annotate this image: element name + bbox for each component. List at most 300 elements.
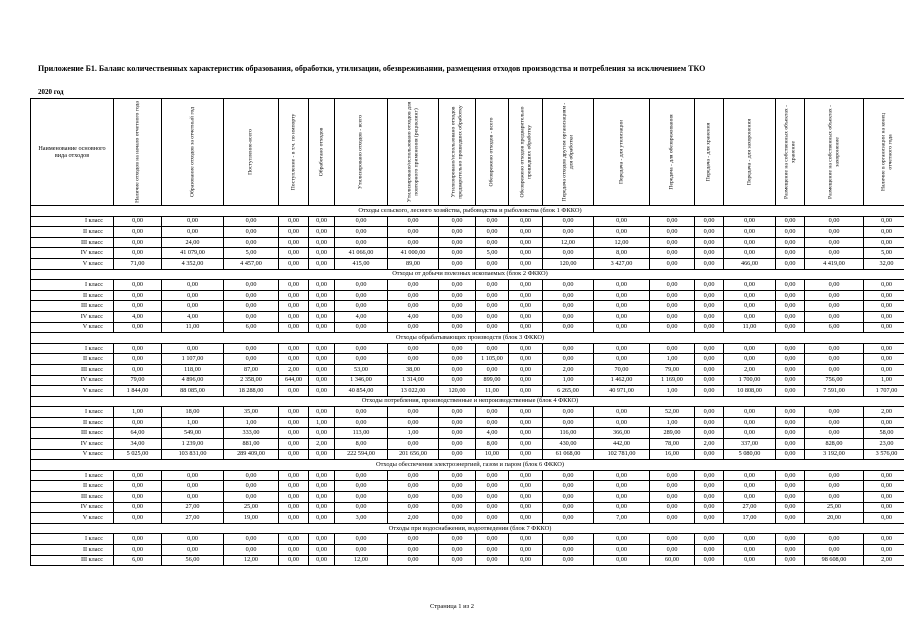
value-cell: 4,00 bbox=[335, 311, 388, 322]
header-col-16 bbox=[776, 99, 805, 206]
value-cell: 0,00 bbox=[476, 364, 509, 375]
value-cell: 201 656,00 bbox=[388, 449, 439, 460]
value-cell: 0,00 bbox=[650, 301, 695, 312]
value-cell: 11,00 bbox=[162, 322, 224, 333]
value-cell: 79,00 bbox=[114, 375, 162, 386]
value-cell: 0,00 bbox=[439, 481, 476, 492]
value-cell: 0,00 bbox=[543, 534, 594, 545]
value-cell: 0,00 bbox=[864, 481, 904, 492]
value-cell: 0,00 bbox=[650, 258, 695, 269]
value-cell: 289 409,00 bbox=[224, 449, 279, 460]
value-cell: 1,00 bbox=[224, 417, 279, 428]
hazard-class-cell: V класс bbox=[31, 386, 114, 397]
hazard-class-cell: III класс bbox=[31, 428, 114, 439]
value-cell: 0,00 bbox=[695, 513, 724, 524]
value-cell: 0,00 bbox=[224, 227, 279, 238]
hazard-class-cell: IV класс bbox=[31, 248, 114, 259]
value-cell: 0,00 bbox=[543, 481, 594, 492]
value-cell: 0,00 bbox=[309, 343, 335, 354]
hazard-class-cell: II класс bbox=[31, 417, 114, 428]
value-cell: 18 288,00 bbox=[224, 386, 279, 397]
section-title: Отходы обрабатывающих производств (блок 3 ФККО) bbox=[31, 333, 904, 344]
header-col-2 bbox=[162, 99, 224, 206]
value-cell: 25,00 bbox=[805, 502, 864, 513]
value-cell: 337,00 bbox=[724, 439, 776, 450]
value-cell: 4 896,00 bbox=[162, 375, 224, 386]
table-row bbox=[31, 301, 904, 312]
value-cell: 0,00 bbox=[439, 513, 476, 524]
value-cell: 71,00 bbox=[114, 258, 162, 269]
value-cell: 0,00 bbox=[594, 216, 650, 227]
value-cell: 1 346,00 bbox=[335, 375, 388, 386]
value-cell: 0,00 bbox=[114, 248, 162, 259]
value-cell: 0,00 bbox=[543, 311, 594, 322]
table-row bbox=[31, 311, 904, 322]
table-row bbox=[31, 216, 904, 227]
value-cell: 0,00 bbox=[864, 534, 904, 545]
value-cell: 0,00 bbox=[279, 545, 309, 556]
value-cell: 2,00 bbox=[724, 364, 776, 375]
value-cell: 24,00 bbox=[162, 237, 224, 248]
value-cell: 0,00 bbox=[476, 280, 509, 291]
value-cell: 0,00 bbox=[695, 407, 724, 418]
value-cell: 0,00 bbox=[309, 502, 335, 513]
value-cell: 0,00 bbox=[776, 407, 805, 418]
value-cell: 0,00 bbox=[509, 449, 543, 460]
value-cell: 0,00 bbox=[476, 258, 509, 269]
value-cell: 0,00 bbox=[279, 216, 309, 227]
value-cell: 18,00 bbox=[162, 407, 224, 418]
value-cell: 0,00 bbox=[805, 534, 864, 545]
value-cell: 6,00 bbox=[224, 322, 279, 333]
value-cell: 4 419,00 bbox=[805, 258, 864, 269]
section-row bbox=[31, 269, 904, 280]
value-cell: 0,00 bbox=[594, 407, 650, 418]
value-cell: 0,00 bbox=[335, 280, 388, 291]
hazard-class-cell: IV класс bbox=[31, 502, 114, 513]
value-cell: 0,00 bbox=[114, 470, 162, 481]
value-cell: 0,00 bbox=[509, 439, 543, 450]
value-cell: 0,00 bbox=[864, 311, 904, 322]
value-cell: 0,00 bbox=[388, 343, 439, 354]
value-cell: 1,00 bbox=[309, 417, 335, 428]
value-cell: 0,00 bbox=[543, 492, 594, 503]
value-cell: 0,00 bbox=[335, 492, 388, 503]
value-cell: 0,00 bbox=[724, 280, 776, 291]
value-cell: 0,00 bbox=[695, 417, 724, 428]
value-cell: 0,00 bbox=[309, 301, 335, 312]
value-cell: 0,00 bbox=[309, 534, 335, 545]
value-cell: 0,00 bbox=[650, 311, 695, 322]
value-cell: 0,00 bbox=[309, 354, 335, 365]
value-cell: 0,00 bbox=[864, 545, 904, 556]
value-cell: 0,00 bbox=[776, 237, 805, 248]
value-cell: 0,00 bbox=[695, 449, 724, 460]
value-cell: 899,00 bbox=[476, 375, 509, 386]
hazard-class-cell: I класс bbox=[31, 280, 114, 291]
value-cell: 0,00 bbox=[279, 439, 309, 450]
value-cell: 0,00 bbox=[864, 417, 904, 428]
value-cell: 2,00 bbox=[695, 439, 724, 450]
value-cell: 0,00 bbox=[509, 502, 543, 513]
table-row bbox=[31, 555, 904, 566]
value-cell: 0,00 bbox=[224, 470, 279, 481]
value-cell: 0,00 bbox=[335, 534, 388, 545]
value-cell: 0,00 bbox=[162, 545, 224, 556]
value-cell: 0,00 bbox=[776, 301, 805, 312]
value-cell: 27,00 bbox=[162, 513, 224, 524]
value-cell: 0,00 bbox=[279, 237, 309, 248]
page-number: Страница 1 из 2 bbox=[429, 603, 475, 610]
value-cell: 0,00 bbox=[776, 354, 805, 365]
value-cell: 0,00 bbox=[162, 290, 224, 301]
value-cell: 0,00 bbox=[650, 492, 695, 503]
value-cell: 0,00 bbox=[509, 364, 543, 375]
header-col-3 bbox=[224, 99, 279, 206]
value-cell: 0,00 bbox=[724, 290, 776, 301]
value-cell: 0,00 bbox=[439, 237, 476, 248]
hazard-class-cell: III класс bbox=[31, 555, 114, 566]
value-cell: 0,00 bbox=[224, 290, 279, 301]
value-cell: 12,00 bbox=[543, 237, 594, 248]
value-cell: 0,00 bbox=[509, 386, 543, 397]
value-cell: 1 707,00 bbox=[864, 386, 904, 397]
value-cell: 0,00 bbox=[388, 280, 439, 291]
value-cell: 0,00 bbox=[864, 364, 904, 375]
value-cell: 0,00 bbox=[543, 555, 594, 566]
value-cell: 0,00 bbox=[695, 290, 724, 301]
value-cell: 0,00 bbox=[543, 513, 594, 524]
value-cell: 0,00 bbox=[695, 354, 724, 365]
value-cell: 13 022,00 bbox=[388, 386, 439, 397]
value-cell: 0,00 bbox=[388, 481, 439, 492]
value-cell: 0,00 bbox=[309, 280, 335, 291]
value-cell: 0,00 bbox=[695, 492, 724, 503]
value-cell: 0,00 bbox=[650, 237, 695, 248]
table-row bbox=[31, 386, 904, 397]
value-cell: 0,00 bbox=[864, 354, 904, 365]
value-cell: 0,00 bbox=[114, 502, 162, 513]
value-cell: 0,00 bbox=[509, 322, 543, 333]
value-cell: 0,00 bbox=[309, 375, 335, 386]
hazard-class-cell: I класс bbox=[31, 407, 114, 418]
value-cell: 0,00 bbox=[776, 216, 805, 227]
value-cell: 0,00 bbox=[476, 492, 509, 503]
value-cell: 466,00 bbox=[724, 258, 776, 269]
value-cell: 1 105,00 bbox=[476, 354, 509, 365]
value-cell: 0,00 bbox=[388, 407, 439, 418]
value-cell: 0,00 bbox=[439, 555, 476, 566]
value-cell: 0,00 bbox=[162, 481, 224, 492]
value-cell: 4,00 bbox=[388, 311, 439, 322]
value-cell: 1 462,00 bbox=[594, 375, 650, 386]
value-cell: 0,00 bbox=[724, 407, 776, 418]
header-label: Размещение на собственных объектах - хранение bbox=[783, 105, 796, 199]
value-cell: 0,00 bbox=[439, 407, 476, 418]
value-cell: 0,00 bbox=[439, 216, 476, 227]
value-cell: 98 608,00 bbox=[805, 555, 864, 566]
value-cell: 0,00 bbox=[309, 386, 335, 397]
value-cell: 0,00 bbox=[543, 227, 594, 238]
value-cell: 0,00 bbox=[439, 492, 476, 503]
value-cell: 0,00 bbox=[279, 534, 309, 545]
table-row bbox=[31, 439, 904, 450]
value-cell: 16,00 bbox=[650, 449, 695, 460]
value-cell: 0,00 bbox=[335, 301, 388, 312]
value-cell: 7 591,00 bbox=[805, 386, 864, 397]
value-cell: 0,00 bbox=[388, 502, 439, 513]
header-label: Обезврежено отходов предварительно прошедших обработку bbox=[518, 106, 532, 198]
value-cell: 0,00 bbox=[162, 534, 224, 545]
value-cell: 0,00 bbox=[724, 534, 776, 545]
value-cell: 38,00 bbox=[388, 364, 439, 375]
hazard-class-cell: II класс bbox=[31, 290, 114, 301]
header-label: Обработано отходов bbox=[318, 127, 325, 177]
value-cell: 0,00 bbox=[335, 470, 388, 481]
section-title: Отходы от добычи полезных ископаемых (блок 2 ФККО) bbox=[31, 269, 904, 280]
value-cell: 0,00 bbox=[509, 534, 543, 545]
value-cell: 0,00 bbox=[279, 449, 309, 460]
value-cell: 0,00 bbox=[695, 470, 724, 481]
value-cell: 0,00 bbox=[114, 322, 162, 333]
value-cell: 0,00 bbox=[476, 227, 509, 238]
value-cell: 0,00 bbox=[724, 237, 776, 248]
value-cell: 430,00 bbox=[543, 439, 594, 450]
value-cell: 0,00 bbox=[543, 280, 594, 291]
header-col-4 bbox=[279, 99, 309, 206]
value-cell: 0,00 bbox=[279, 502, 309, 513]
value-cell: 0,00 bbox=[805, 407, 864, 418]
value-cell: 0,00 bbox=[224, 545, 279, 556]
table-row bbox=[31, 513, 904, 524]
value-cell: 0,00 bbox=[309, 322, 335, 333]
value-cell: 1 107,00 bbox=[162, 354, 224, 365]
value-cell: 0,00 bbox=[162, 343, 224, 354]
value-cell: 52,00 bbox=[650, 407, 695, 418]
value-cell: 0,00 bbox=[805, 364, 864, 375]
value-cell: 0,00 bbox=[309, 428, 335, 439]
value-cell: 0,00 bbox=[695, 216, 724, 227]
value-cell: 2,00 bbox=[543, 364, 594, 375]
value-cell: 0,00 bbox=[114, 280, 162, 291]
value-cell: 0,00 bbox=[114, 301, 162, 312]
value-cell: 0,00 bbox=[335, 354, 388, 365]
value-cell: 0,00 bbox=[476, 534, 509, 545]
value-cell: 0,00 bbox=[162, 216, 224, 227]
value-cell: 58,00 bbox=[864, 428, 904, 439]
value-cell: 0,00 bbox=[724, 343, 776, 354]
value-cell: 0,00 bbox=[509, 470, 543, 481]
value-cell: 0,00 bbox=[724, 481, 776, 492]
table-row bbox=[31, 364, 904, 375]
table-row bbox=[31, 322, 904, 333]
value-cell: 0,00 bbox=[224, 301, 279, 312]
value-cell: 0,00 bbox=[695, 375, 724, 386]
table-row bbox=[31, 481, 904, 492]
value-cell: 3 192,00 bbox=[805, 449, 864, 460]
value-cell: 116,00 bbox=[543, 428, 594, 439]
value-cell: 0,00 bbox=[805, 237, 864, 248]
value-cell: 0,00 bbox=[388, 555, 439, 566]
value-cell: 0,00 bbox=[309, 364, 335, 375]
header-label: Утилизировано отходов - всего bbox=[357, 114, 364, 190]
value-cell: 0,00 bbox=[439, 364, 476, 375]
value-cell: 0,00 bbox=[724, 354, 776, 365]
value-cell: 0,00 bbox=[776, 248, 805, 259]
value-cell: 0,00 bbox=[776, 449, 805, 460]
value-cell: 0,00 bbox=[594, 322, 650, 333]
value-cell: 1,00 bbox=[864, 375, 904, 386]
value-cell: 41 079,00 bbox=[162, 248, 224, 259]
value-cell: 0,00 bbox=[335, 227, 388, 238]
value-cell: 0,00 bbox=[439, 343, 476, 354]
value-cell: 0,00 bbox=[114, 354, 162, 365]
table-row bbox=[31, 258, 904, 269]
value-cell: 0,00 bbox=[114, 290, 162, 301]
value-cell: 828,00 bbox=[805, 439, 864, 450]
value-cell: 0,00 bbox=[439, 470, 476, 481]
value-cell: 0,00 bbox=[776, 513, 805, 524]
value-cell: 0,00 bbox=[309, 407, 335, 418]
value-cell: 0,00 bbox=[543, 301, 594, 312]
value-cell: 0,00 bbox=[279, 248, 309, 259]
value-cell: 0,00 bbox=[388, 545, 439, 556]
value-cell: 0,00 bbox=[279, 386, 309, 397]
value-cell: 0,00 bbox=[335, 290, 388, 301]
value-cell: 0,00 bbox=[476, 545, 509, 556]
value-cell: 11,00 bbox=[724, 322, 776, 333]
value-cell: 0,00 bbox=[279, 470, 309, 481]
value-cell: 0,00 bbox=[279, 417, 309, 428]
header-label: Поступление - в т.ч. по импорту bbox=[290, 113, 297, 191]
header-label: Образование отходов за отчетный год bbox=[189, 107, 196, 197]
hazard-class-cell: II класс bbox=[31, 545, 114, 556]
value-cell: 0,00 bbox=[805, 216, 864, 227]
hazard-class-cell: III класс bbox=[31, 492, 114, 503]
value-cell: 61 068,00 bbox=[543, 449, 594, 460]
value-cell: 118,00 bbox=[162, 364, 224, 375]
value-cell: 0,00 bbox=[476, 237, 509, 248]
value-cell: 0,00 bbox=[279, 311, 309, 322]
value-cell: 1,00 bbox=[388, 428, 439, 439]
value-cell: 0,00 bbox=[309, 216, 335, 227]
value-cell: 0,00 bbox=[776, 227, 805, 238]
value-cell: 0,00 bbox=[388, 301, 439, 312]
value-cell: 0,00 bbox=[695, 364, 724, 375]
value-cell: 0,00 bbox=[650, 481, 695, 492]
value-cell: 0,00 bbox=[695, 248, 724, 259]
table-row bbox=[31, 354, 904, 365]
value-cell: 333,00 bbox=[224, 428, 279, 439]
header-col-13 bbox=[650, 99, 695, 206]
value-cell: 64,00 bbox=[114, 428, 162, 439]
value-cell: 0,00 bbox=[594, 502, 650, 513]
value-cell: 0,00 bbox=[695, 311, 724, 322]
value-cell: 0,00 bbox=[543, 417, 594, 428]
value-cell: 0,00 bbox=[543, 470, 594, 481]
value-cell: 4,00 bbox=[114, 311, 162, 322]
value-cell: 0,00 bbox=[805, 470, 864, 481]
value-cell: 415,00 bbox=[335, 258, 388, 269]
header-col-8 bbox=[439, 99, 476, 206]
value-cell: 0,00 bbox=[650, 470, 695, 481]
value-cell: 0,00 bbox=[805, 227, 864, 238]
value-cell: 27,00 bbox=[724, 502, 776, 513]
value-cell: 0,00 bbox=[476, 513, 509, 524]
value-cell: 0,00 bbox=[335, 237, 388, 248]
value-cell: 0,00 bbox=[309, 311, 335, 322]
value-cell: 0,00 bbox=[724, 301, 776, 312]
value-cell: 0,00 bbox=[509, 354, 543, 365]
value-cell: 0,00 bbox=[776, 375, 805, 386]
value-cell: 0,00 bbox=[543, 545, 594, 556]
value-cell: 0,00 bbox=[776, 280, 805, 291]
value-cell: 0,00 bbox=[594, 534, 650, 545]
value-cell: 3,00 bbox=[335, 513, 388, 524]
header-col-1 bbox=[114, 99, 162, 206]
value-cell: 0,00 bbox=[695, 555, 724, 566]
value-cell: 0,00 bbox=[309, 545, 335, 556]
value-cell: 0,00 bbox=[724, 545, 776, 556]
value-cell: 0,00 bbox=[776, 343, 805, 354]
value-cell: 0,00 bbox=[439, 502, 476, 513]
value-cell: 78,00 bbox=[650, 439, 695, 450]
hazard-class-cell: IV класс bbox=[31, 311, 114, 322]
value-cell: 10,00 bbox=[476, 449, 509, 460]
value-cell: 0,00 bbox=[695, 301, 724, 312]
value-cell: 5,00 bbox=[864, 248, 904, 259]
value-cell: 0,00 bbox=[279, 492, 309, 503]
value-cell: 0,00 bbox=[805, 481, 864, 492]
value-cell: 1,00 bbox=[650, 417, 695, 428]
value-cell: 79,00 bbox=[650, 364, 695, 375]
header-label: Обезврежено отходов - всего bbox=[488, 117, 495, 187]
value-cell: 0,00 bbox=[388, 439, 439, 450]
value-cell: 102 781,00 bbox=[594, 449, 650, 460]
hazard-class-cell: III класс bbox=[31, 301, 114, 312]
header-label: Утилизировано/использовано отходов предварительно прошедших обработку bbox=[450, 105, 463, 199]
value-cell: 0,00 bbox=[114, 492, 162, 503]
value-cell: 0,00 bbox=[279, 407, 309, 418]
header-col-11 bbox=[543, 99, 594, 206]
value-cell: 0,00 bbox=[309, 237, 335, 248]
value-cell: 222 594,00 bbox=[335, 449, 388, 460]
value-cell: 0,00 bbox=[594, 417, 650, 428]
header-col-5 bbox=[309, 99, 335, 206]
value-cell: 0,00 bbox=[388, 216, 439, 227]
header-label: Передача отходов другим организациям - для обработки bbox=[561, 102, 574, 202]
value-cell: 0,00 bbox=[509, 407, 543, 418]
table-row bbox=[31, 449, 904, 460]
value-cell: 0,00 bbox=[439, 322, 476, 333]
value-cell: 0,00 bbox=[776, 481, 805, 492]
value-cell: 0,00 bbox=[114, 364, 162, 375]
value-cell: 0,00 bbox=[439, 248, 476, 259]
value-cell: 0,00 bbox=[509, 216, 543, 227]
value-cell: 0,00 bbox=[594, 343, 650, 354]
value-cell: 0,00 bbox=[805, 311, 864, 322]
section-title: Отходы сельского, лесного хозяйства, рыбоводства и рыболовства (блок 1 ФККО) bbox=[31, 206, 904, 217]
value-cell: 0,00 bbox=[335, 322, 388, 333]
value-cell: 12,00 bbox=[224, 555, 279, 566]
value-cell: 0,00 bbox=[439, 545, 476, 556]
header-col-15 bbox=[724, 99, 776, 206]
header-col-14 bbox=[695, 99, 724, 206]
value-cell: 0,00 bbox=[724, 555, 776, 566]
value-cell: 0,00 bbox=[509, 375, 543, 386]
value-cell: 0,00 bbox=[439, 258, 476, 269]
value-cell: 0,00 bbox=[335, 481, 388, 492]
